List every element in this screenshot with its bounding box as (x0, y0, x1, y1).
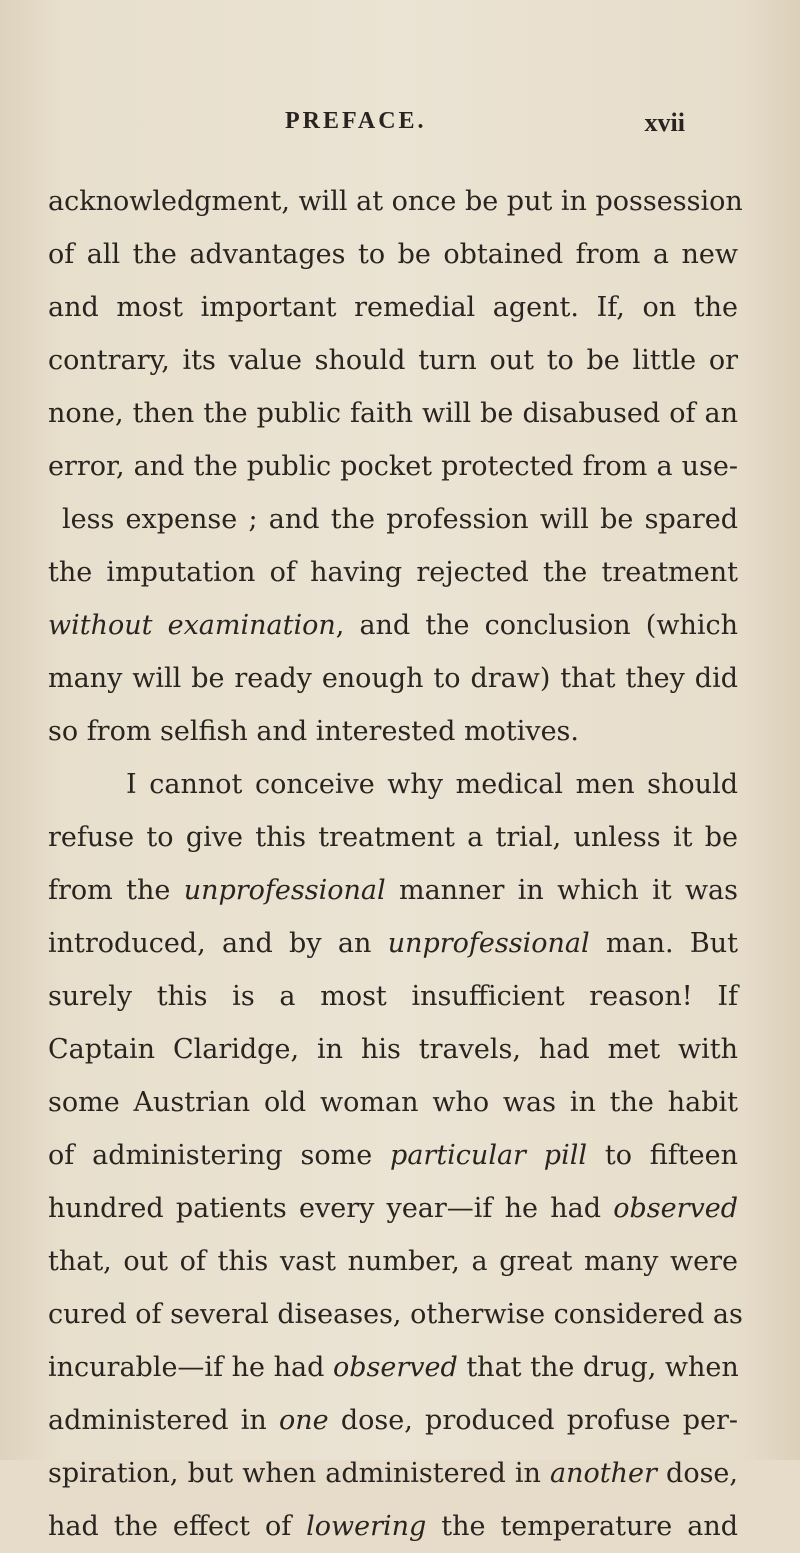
paragraph-start-line: I cannot conceive why medical men should (126, 769, 738, 800)
text-line: contrary, its value should turn out to be little or (48, 345, 738, 376)
italic-text: one (279, 1405, 329, 1436)
italic-text: another (550, 1458, 657, 1489)
page-number: xvii (644, 108, 685, 137)
text-line: of all the advantages to be obtained from a new (48, 239, 738, 270)
italic-text: unprofessional (387, 928, 590, 959)
running-head: PREFACE. (285, 108, 427, 134)
text-line: from the unprofessional manner in which it was (48, 875, 739, 906)
text-line: the imputation of having rejected the treatment (48, 557, 738, 588)
italic-text: unprofessional (183, 875, 386, 906)
text-line: and most important remedial agent. If, on the (48, 292, 738, 323)
text-line: so from selfish and interested motives. (48, 716, 579, 747)
text-line: administered in one dose, produced profuse per- (48, 1405, 738, 1436)
body-text (48, 175, 743, 1553)
italic-text: observed (613, 1193, 738, 1224)
italic-text: particular pill (390, 1140, 587, 1171)
italic-text: without examination (48, 610, 336, 641)
text-line: acknowledgment, will at once be put in possession (48, 186, 743, 217)
text-line: cured of several diseases, otherwise considered as (48, 1299, 743, 1330)
italic-text: observed (332, 1352, 458, 1383)
text-line: none, then the public faith will be disabused of an (48, 398, 738, 429)
text-line: error, and the public pocket protected from a use- (48, 451, 738, 482)
italic-text: lowering (306, 1511, 427, 1542)
text-line: surely this is a most insufficient reason! If (48, 981, 738, 1012)
text-line: some Austrian old woman who was in the habit (48, 1087, 738, 1118)
text-line: introduced, and by an unprofessional man. But (48, 928, 738, 959)
text-line: spiration, but when administered in another dose, (48, 1458, 738, 1489)
text-line: of administering some particular pill to fifteen (48, 1140, 738, 1171)
text-line: many will be ready enough to draw) that they did (48, 663, 738, 694)
text-line: hundred patients every year—if he had observed (48, 1193, 738, 1224)
text-line: Captain Claridge, in his travels, had met with (48, 1034, 738, 1065)
text-line: incurable—if he had observed that the drug, when (48, 1352, 739, 1383)
text-line: that, out of this vast number, a great many were (48, 1246, 738, 1277)
text-line: less expense ; and the profession will be spared (62, 504, 738, 535)
text-line: refuse to give this treatment a trial, unless it be (48, 822, 738, 853)
text-line: had the effect of lowering the temperature and (48, 1511, 738, 1542)
page-header (285, 108, 685, 144)
text-line: without examination, and the conclusion (which (48, 610, 738, 641)
